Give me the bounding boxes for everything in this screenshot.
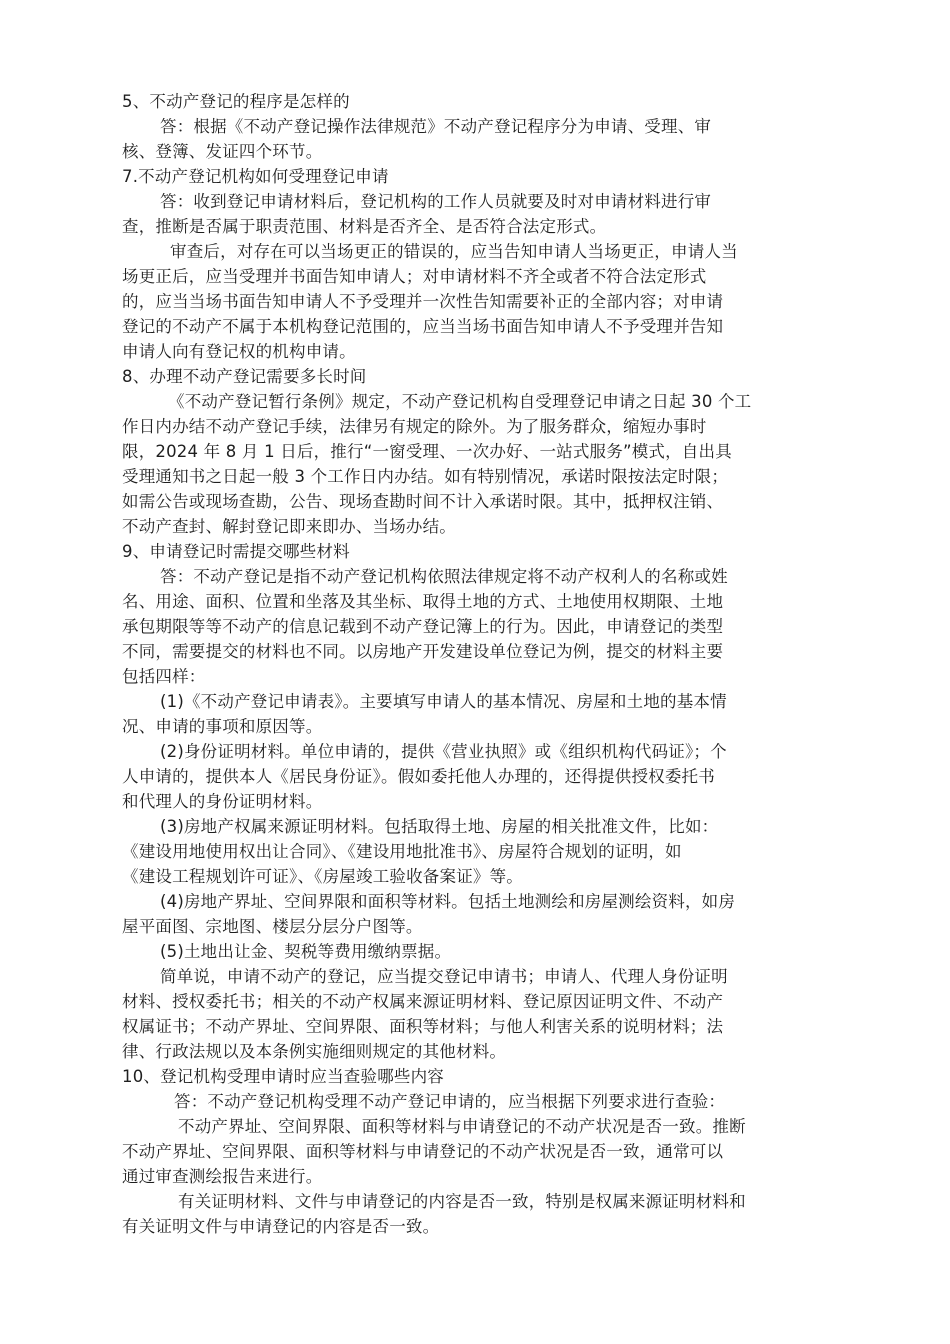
- list-item: (5)土地出让金、契税等费用缴纳票据。: [160, 942, 452, 961]
- answer-line: 材料、授权委托书；相关的不动产权属来源证明材料、登记原因证明文件、不动产: [122, 992, 724, 1011]
- list-item: 《建设工程规划许可证》、《房屋竣工验收备案证》等。: [122, 867, 523, 886]
- answer-line: 《不动产登记暂行条例》规定，不动产登记机构自受理登记申请之日起 30 个工: [168, 392, 752, 411]
- answer-line: 如需公告或现场查勘，公告、现场查勘时间不计入承诺时限。其中，抵押权注销、: [122, 492, 724, 511]
- answer-line: 作日内办结不动产登记手续，法律另有规定的除外。为了服务群众，缩短办事时: [122, 417, 707, 436]
- answer-line: 不同，需要提交的材料也不同。以房地产开发建设单位登记为例，提交的材料主要: [122, 642, 724, 661]
- answer-line: 答：不动产登记机构受理不动产登记申请的，应当根据下列要求进行查验：: [174, 1092, 726, 1111]
- heading-q7: 7.不动产登记机构如何受理登记申请: [122, 167, 389, 186]
- answer-line: 律、行政法规以及本条例实施细则规定的其他材料。: [122, 1042, 507, 1061]
- answer-line: 申请人向有登记权的机构申请。: [122, 342, 356, 361]
- answer-line: 答：根据《不动产登记操作法律规范》不动产登记程序分为申请、受理、审: [160, 117, 712, 136]
- answer-line: 答：收到登记申请材料后，登记机构的工作人员就要及时对申请材料进行审: [160, 192, 712, 211]
- answer-line: 答：不动产登记是指不动产登记机构依照法律规定将不动产权利人的名称或姓: [160, 567, 728, 586]
- answer-line: 不动产查封、解封登记即来即办、当场办结。: [122, 517, 456, 536]
- answer-line: 通过审查测绘报告来进行。: [122, 1167, 323, 1186]
- answer-line: 有关证明材料、文件与申请登记的内容是否一致，特别是权属来源证明材料和: [178, 1192, 746, 1211]
- answer-line: 受理通知书之日起一般 3 个工作日内办结。如有特别情况，承诺时限按法定时限；: [122, 467, 729, 486]
- answer-line: 场更正后，应当受理并书面告知申请人；对申请材料不齐全或者不符合法定形式: [122, 267, 707, 286]
- heading-q5: 5、不动产登记的程序是怎样的: [122, 92, 350, 111]
- answer-line: 名、用途、面积、位置和坐落及其坐标、取得土地的方式、土地使用权期限、土地: [122, 592, 724, 611]
- list-item: 《建设用地使用权出让合同》、《建设用地批准书》、房屋符合规划的证明，如: [122, 842, 682, 861]
- answer-line: 限，2024 年 8 月 1 日后，推行“一窗受理、一次办好、一站式服务”模式，自出具: [122, 442, 732, 461]
- list-item: (2)身份证明材料。单位申请的，提供《营业执照》或《组织机构代码证》；个: [160, 742, 727, 761]
- answer-line: 简单说，申请不动产的登记，应当提交登记申请书；申请人、代理人身份证明: [160, 967, 728, 986]
- answer-line: 的，应当当场书面告知申请人不予受理并一次性告知需要补正的全部内容；对申请: [122, 292, 724, 311]
- answer-line: 承包期限等等不动产的信息记载到不动产登记簿上的行为。因此，申请登记的类型: [122, 617, 724, 636]
- answer-line: 登记的不动产不属于本机构登记范围的，应当当场书面告知申请人不予受理并告知: [122, 317, 724, 336]
- answer-line: 查，推断是否属于职责范围、材料是否齐全、是否符合法定形式。: [122, 217, 607, 236]
- heading-q9: 9、申请登记时需提交哪些材料: [122, 542, 350, 561]
- heading-q10: 10、登记机构受理申请时应当查验哪些内容: [122, 1067, 444, 1086]
- list-item: (4)房地产界址、空间界限和面积等材料。包括土地测绘和房屋测绘资料，如房: [160, 892, 736, 911]
- answer-line: 审查后，对存在可以当场更正的错误的，应当告知申请人当场更正，申请人当: [170, 242, 738, 261]
- list-item: 况、申请的事项和原因等。: [122, 717, 323, 736]
- answer-line: 包括四样：: [122, 667, 206, 686]
- answer-line: 权属证书；不动产界址、空间界限、面积等材料；与他人利害关系的说明材料；法: [122, 1017, 724, 1036]
- list-item: (1)《不动产登记申请表》。主要填写申请人的基本情况、房屋和土地的基本情: [160, 692, 727, 711]
- list-item: 人申请的，提供本人《居民身份证》。假如委托他人办理的，还得提供授权委托书: [122, 767, 715, 786]
- list-item: 屋平面图、宗地图、楼层分层分户图等。: [122, 917, 423, 936]
- answer-line: 核、登簿、发证四个环节。: [122, 142, 323, 161]
- list-item: (3)房地产权属来源证明材料。包括取得土地、房屋的相关批准文件，比如：: [160, 817, 719, 836]
- answer-line: 不动产界址、空间界限、面积等材料与申请登记的不动产状况是否一致。推断: [178, 1117, 746, 1136]
- answer-line: 有关证明文件与申请登记的内容是否一致。: [122, 1217, 440, 1236]
- list-item: 和代理人的身份证明材料。: [122, 792, 323, 811]
- heading-q8: 8、办理不动产登记需要多长时间: [122, 367, 367, 386]
- answer-line: 不动产界址、空间界限、面积等材料与申请登记的不动产状况是否一致，通常可以: [122, 1142, 724, 1161]
